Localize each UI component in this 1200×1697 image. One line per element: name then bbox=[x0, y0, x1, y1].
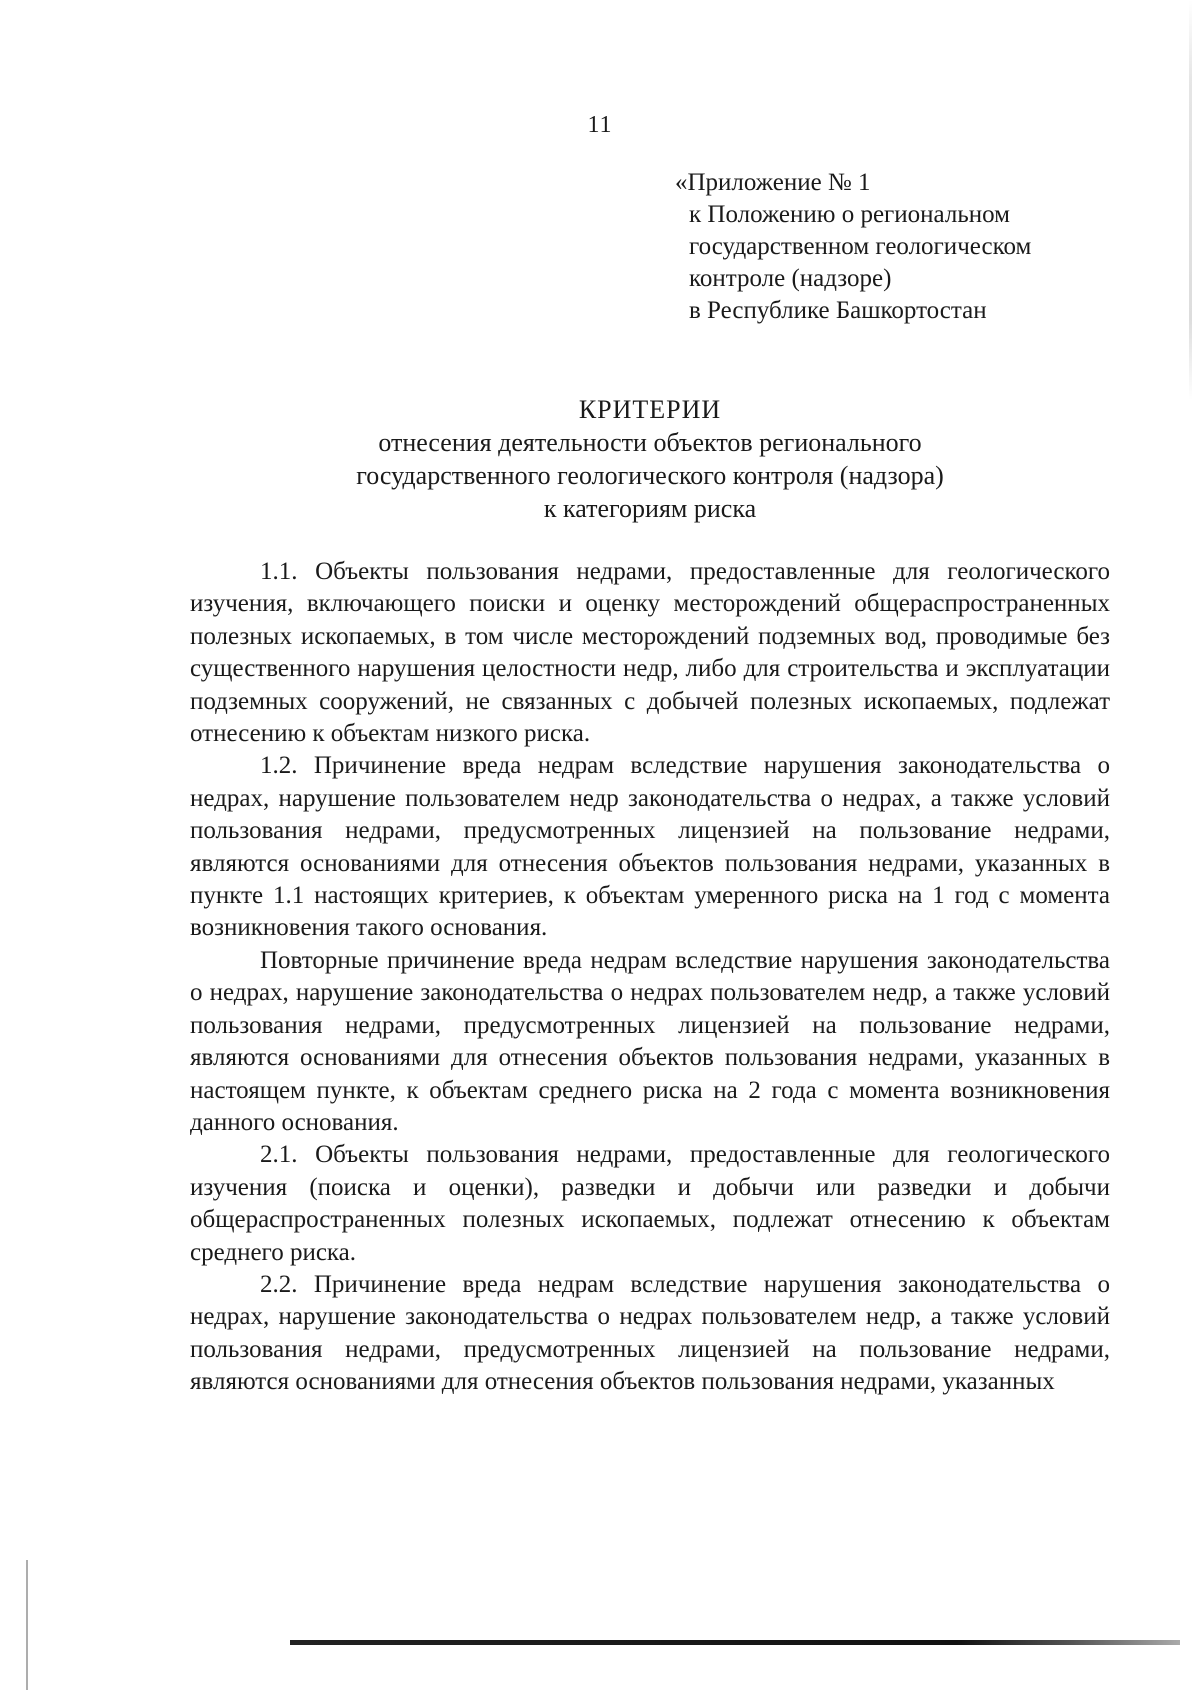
appendix-line-2: к Положению о региональном bbox=[689, 201, 1010, 228]
appendix-line-4: контроле (надзоре) bbox=[689, 265, 892, 292]
title-main: КРИТЕРИИ bbox=[578, 395, 722, 424]
appendix-line-3: государственном геологическом bbox=[689, 233, 1032, 260]
paragraph-2-2: 2.2. Причинение вреда недрам вследствие нарушения законодательства о недрах, нарушение законодательства о недрах пользователем недр, а также условий пользования недрами, предусмотренных лицензией на пользование недрами, являются основаниями для отнесения объектов пользования недрами, указанных bbox=[190, 1270, 1110, 1396]
document-body bbox=[190, 556, 1110, 1399]
scan-edge-mark bbox=[1189, 0, 1192, 400]
paragraph-1-1: 1.1. Объекты пользования недрами, предоставленные для геологического изучения, включающего поиски и оценку месторождений общераспространенных полезных ископаемых, в том числе месторождений подземных вод, проводимые без существенного нарушения целостности недр, либо для строительства и эксплуатации подземных сооружений, не связанных с добычей полезных ископаемых, подлежат отнесению к объектам низкого риска. bbox=[190, 558, 1110, 748]
appendix-header bbox=[675, 167, 1115, 327]
paragraph-2-1: 2.1. Объекты пользования недрами, предоставленные для геологического изучения (поиска и оценки), разведки и добычи или разведки и добычи общераспространенных полезных ископаемых, подлежат отнесению к объектам среднего риска. bbox=[190, 1141, 1110, 1266]
title-subtitle-1: отнесения деятельности объектов регионального bbox=[378, 428, 922, 457]
appendix-line-5: в Республике Башкортостан bbox=[689, 297, 987, 324]
title-subtitle-2: государственного геологического контроля (надзора) bbox=[356, 461, 944, 490]
page-number: 11 bbox=[587, 112, 613, 138]
appendix-line-1: «Приложение № 1 bbox=[675, 169, 871, 196]
scan-bottom-strip bbox=[290, 1640, 1180, 1645]
paragraph-1-2: 1.2. Причинение вреда недрам вследствие нарушения законодательства о недрах, нарушение пользователем недр законодательства о недрах, а также условий пользования недрами, предусмотренных лицензией на пользование недрами, являются основаниями для отнесения объектов пользования недрами, указанных в пункте 1.1 настоящих критериев, к объектам умеренного риска на 1 год с момента возникновения такого основания. bbox=[190, 752, 1110, 942]
title-subtitle-3: к категориям риска bbox=[543, 494, 757, 523]
paragraph-1-2-repeat: Повторные причинение вреда недрам вследствие нарушения законодательства о недрах, нарушение законодательства о недрах пользователем недр, а также условий пользования недрами, предусмотренных лицензией на пользование недрами, являются основаниями для отнесения объектов пользования недрами, указанных в настоящем пункте, к объектам среднего риска на 2 года с момента возникновения данного основания. bbox=[190, 946, 1110, 1136]
document-title bbox=[0, 393, 1200, 525]
scan-margin-line bbox=[26, 1560, 28, 1690]
